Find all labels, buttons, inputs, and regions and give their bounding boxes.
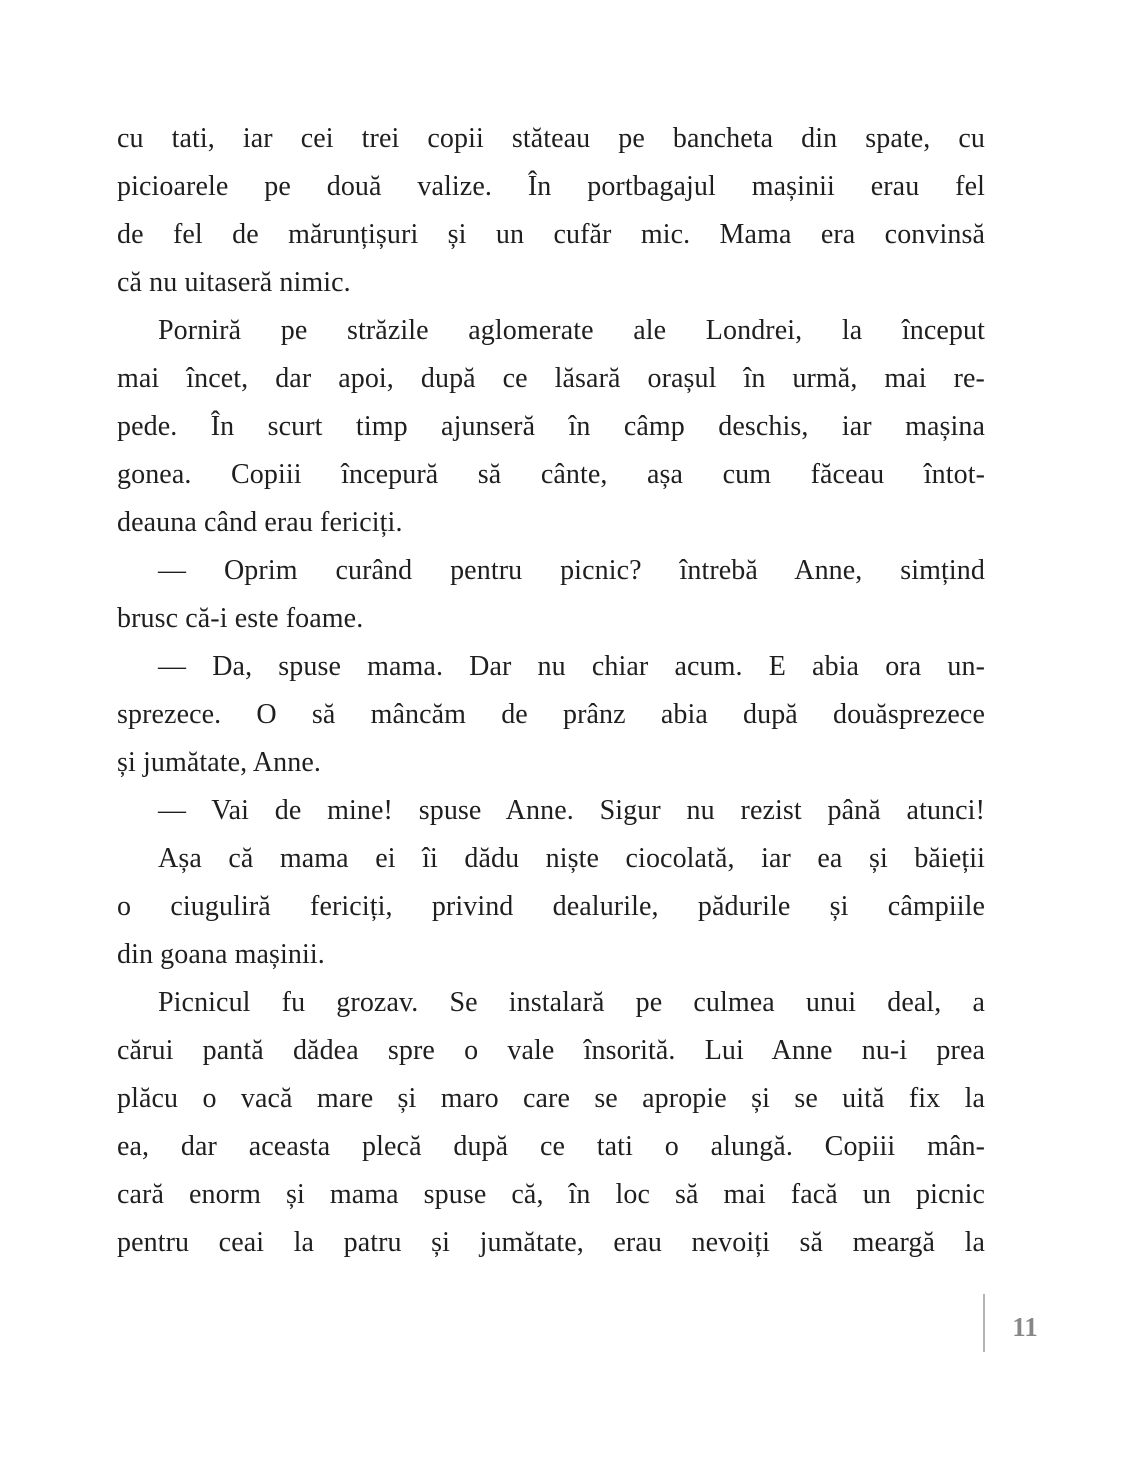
text-line: mai încet, dar apoi, după ce lăsară orașul în urmă, mai re- <box>117 363 985 394</box>
text-line: cară enorm și mama spuse că, în loc să mai facă un picnic <box>117 1179 985 1210</box>
text-line: ea, dar aceasta plecă după ce tati o alungă. Copiii mân- <box>117 1131 985 1162</box>
text-line: — Da, spuse mama. Dar nu chiar acum. E abia ora un- <box>158 651 985 682</box>
page-number: 11 <box>1012 1312 1038 1342</box>
text-line: cu tati, iar cei trei copii stăteau pe bancheta din spate, cu <box>117 123 985 154</box>
text-line: gonea. Copiii începură să cânte, așa cum făceau întot- <box>117 459 985 490</box>
text-line: o ciuguliră fericiți, privind dealurile, pădurile și câmpiile <box>117 891 985 922</box>
body-text <box>117 115 985 1267</box>
text-line: plăcu o vacă mare și maro care se apropie și se uită fix la <box>117 1083 985 1114</box>
footer-rule <box>983 1294 985 1352</box>
text-line: sprezece. O să mâncăm de prânz abia după douăsprezece <box>117 699 985 730</box>
text-line: Picnicul fu grozav. Se instalară pe culmea unui deal, a <box>158 987 985 1018</box>
text-line: brusc că-i este foame. <box>117 603 364 634</box>
text-line: Porniră pe străzile aglomerate ale Londrei, la început <box>158 315 985 346</box>
text-line: de fel de mărunțișuri și un cufăr mic. Mama era convinsă <box>117 219 985 250</box>
text-line: și jumătate, Anne. <box>117 747 321 778</box>
text-line: picioarele pe două valize. În portbagajul mașinii erau fel <box>117 171 985 202</box>
text-line: pede. În scurt timp ajunseră în câmp deschis, iar mașina <box>117 411 985 442</box>
text-line: Așa că mama ei îi dădu niște ciocolată, iar ea și băieții <box>158 843 985 874</box>
text-line: — Oprim curând pentru picnic? întrebă Anne, simțind <box>158 555 985 586</box>
text-line: cărui pantă dădea spre o vale însorită. Lui Anne nu-i prea <box>117 1035 985 1066</box>
text-line: deauna când erau fericiți. <box>117 507 403 538</box>
text-line: că nu uitaseră nimic. <box>117 267 351 298</box>
text-line: pentru ceai la patru și jumătate, erau nevoiți să meargă la <box>117 1227 985 1258</box>
text-line: din goana mașinii. <box>117 939 325 970</box>
text-line: — Vai de mine! spuse Anne. Sigur nu rezist până atunci! <box>158 795 985 826</box>
